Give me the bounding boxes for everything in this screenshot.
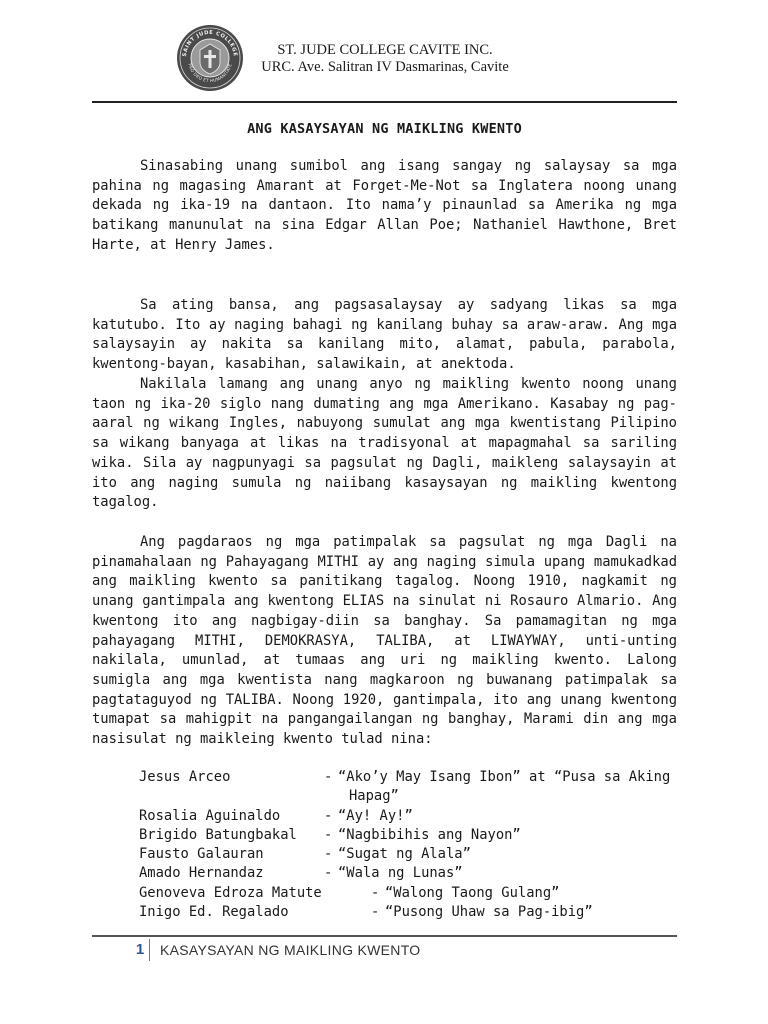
author-work: “Walong Taong Gulang”: [385, 884, 560, 901]
author-work: “Nagbibihis ang Nayon”: [338, 826, 521, 843]
author-work: “Pusong Uhaw sa Pag-ibig”: [385, 904, 593, 921]
school-name: ST. JUDE COLLEGE CAVITE INC.: [277, 42, 493, 58]
school-header: [250, 42, 520, 76]
author-name: Genoveva Edroza Matute: [139, 884, 322, 901]
author-row: [139, 768, 679, 787]
footer-title: KASAYSAYAN NG MAIKLING KWENTO: [160, 942, 421, 958]
author-dash: -: [324, 865, 333, 882]
author-dash: -: [371, 904, 380, 921]
paragraph: Sa ating bansa, ang pagsasalaysay ay sadyang likas sa mga katutubo. Ito ay naging bahagi ng kanilang buhay sa araw-araw. Ang mga salaysayin ay nakita sa kanilang mito, alamat, pabula, parabola, kwentong-bayan, kasabihan, salawikain, at anektoda.: [92, 297, 677, 373]
paragraph: Nakilala lamang ang unang anyo ng maikling kwento noong unang taon ng ika-20 siglo nang dumating ang mga Amerikano. Kasabay ng pag-aaral ng wikang Ingles, nabuyong sumulat ang mga kwentistang Pilipino sa wikang banyaga at likas na tradisyonal at mapagmahal sa sariling wika. Sila ay nagpunyagi sa pagsulat ng Dagli, maikleng salaysayin at ito ang naging sumula ng naiibang kasaysayan ng maikling kwentong tagalog.: [92, 376, 677, 511]
footer-divider: [92, 935, 677, 937]
author-work: “Ako’y May Isang Ibon” at “Pusa sa Aking: [338, 769, 671, 785]
author-row: [139, 903, 679, 922]
author-name: Rosalia Aguinaldo: [139, 807, 281, 824]
author-work: “Ay! Ay!”: [338, 807, 413, 824]
author-dash: -: [324, 826, 333, 843]
author-row: [139, 845, 679, 864]
college-seal-logo: [176, 24, 244, 92]
author-row: [139, 864, 679, 883]
seal-text-top: SAINT JUDE COLLEGE: [181, 29, 239, 58]
author-name: Inigo Ed. Regalado: [139, 904, 289, 921]
author-dash: -: [324, 846, 333, 863]
paragraph: Ang pagdaraos ng mga patimpalak sa pagsulat ng mga Dagli na pinamahalaan ng Pahayagang MITHI ay ang naging simula upang mamukadkad ang maikling kwento sa panitikang tagalog. Noong 1910, nagkamit ng unang gantimpala ang kwentong ELIAS na sinulat ni Rosauro Almario. Ang kwentong ito ang nagbigay-diin sa banghay. Sa pamamagitan ng mga pahayagang MITHI, DEMOKRASYA, TALIBA, at LIWAYWAY, unti-unting nakilala, umunlad, at tumaas ang uri ng maikling kwento. Lalong sumigla ang mga kwentista nang magkaroon ng buwanang patimpalak sa pagtataguyod ng TALIBA. Noong 1920, gantimpala, ito ang unang kwentong tumapat sa mahigpit na pangangailangan ng banghay, Marami din ang mga nasisulat ng maikleing kwento tulad nina:: [92, 534, 677, 748]
author-dash: -: [324, 769, 333, 785]
author-name: Amado Hernandaz: [139, 865, 264, 882]
author-work: “Wala ng Lunas”: [338, 865, 463, 882]
header-divider: [92, 101, 677, 103]
author-work-continuation: Hapag”: [349, 788, 399, 805]
author-row: [139, 884, 679, 903]
document-title: ANG KASAYSAYAN NG MAIKLING KWENTO: [247, 121, 522, 137]
author-name: Brigido Batungbakal: [139, 826, 297, 843]
author-row: [139, 826, 679, 845]
page-number: 1: [131, 939, 150, 961]
author-list: [139, 768, 679, 922]
author-dash: -: [324, 807, 333, 824]
school-address: URC. Ave. Salitran IV Dasmarinas, Cavite: [261, 59, 509, 75]
seal-text-bottom: PRO DEO ET HUMANITATE: [187, 62, 233, 84]
author-row: [139, 807, 679, 826]
paragraph: Sinasabing unang sumibol ang isang sangay ng salaysay sa mga pahina ng magasing Amarant at Forget-Me-Not sa Inglatera noong unang dekada ng ika-19 na dantaon. Ito nama’y pinaunlad sa Amerika ng mga batikang manunulat na sina Edgar Allan Poe; Nathaniel Hawthone, Bret Harte, at Henry James.: [92, 158, 677, 253]
author-dash: -: [371, 884, 380, 901]
author-name: Fausto Galauran: [139, 846, 264, 863]
author-name: Jesus Arceo: [139, 769, 231, 785]
author-work: “Sugat ng Alala”: [338, 846, 471, 863]
